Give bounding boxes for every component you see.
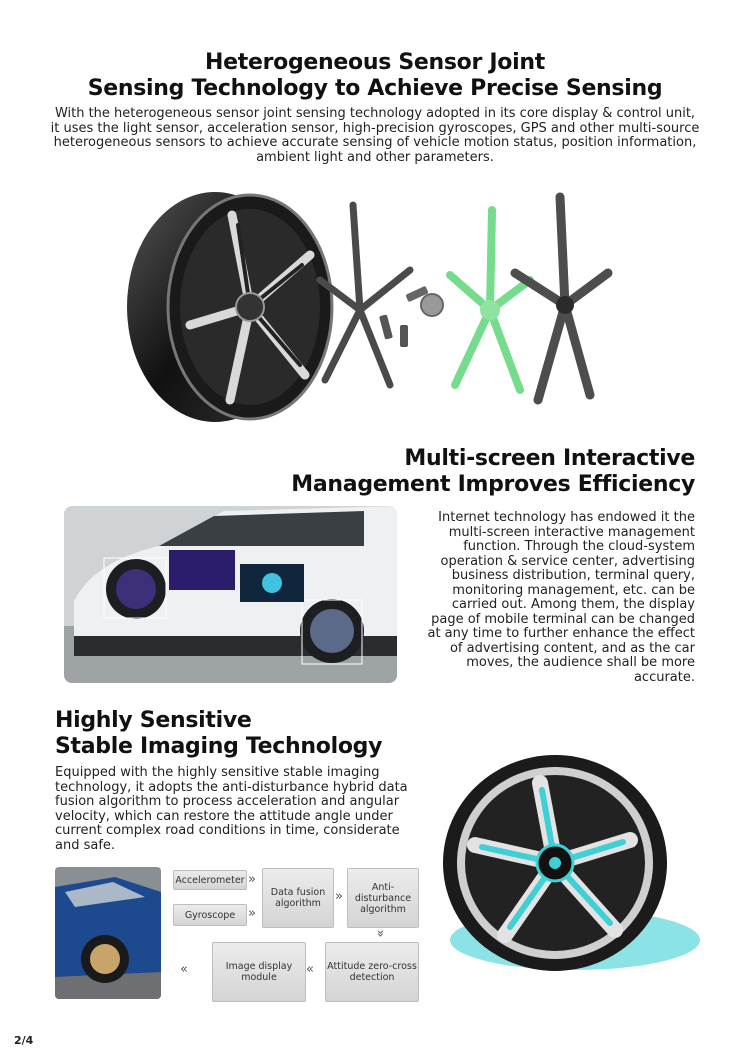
cyan-wheel-image (440, 755, 710, 980)
arrow-right-icon: » (248, 906, 256, 921)
section1-text: With the heterogeneous sensor joint sensing technology adopted in its core display & control unit, it uses the light sensor, acceleration sensor, high-precision gyroscopes, GPS and other multi-source heterogeneous sensors to achieve accurate sensing of vehicle motion status, position information, ambient light and other parameters. (50, 106, 700, 165)
section1-title-line2: Sensing Technology to Achieve Precise Sensing (87, 76, 663, 101)
attitude-detection-box: Attitude zero-cross detection (325, 942, 419, 1002)
arrow-left-icon: « (306, 962, 314, 977)
data-fusion-box: Data fusion algorithm (262, 868, 334, 928)
section3-title-line1: Highly Sensitive (55, 708, 252, 733)
page-number: 2/4 (14, 1034, 34, 1047)
section2-title (270, 446, 695, 498)
section3-text: Equipped with the highly sensitive stable imaging technology, it adopts the anti-disturbance hybrid data fusion algorithm to process acceleration and angular velocity, which can restore the attitude angle under current complex road conditions in time, considerate and safe. (55, 765, 408, 853)
suv-photo (55, 867, 161, 999)
section2-text: Internet technology has endowed it the multi-screen interactive management function. Through the cloud-system operation & service center, advertising business distribution, terminal query, monitoring management, etc. can be carried out. Among them, the display page of mobile terminal can be changed at any time to further enhance the effect of advertising content, and as the car moves, the audience shall be more accurate. (427, 510, 695, 685)
arrow-left-icon: « (180, 962, 188, 977)
section1-title-line1: Heterogeneous Sensor Joint (205, 50, 545, 75)
arrow-right-icon: » (248, 872, 256, 887)
section3-title-line2: Stable Imaging Technology (55, 734, 383, 759)
anti-disturbance-box: Anti-disturbance algorithm (347, 868, 419, 928)
image-display-box: Image display module (212, 942, 306, 1002)
car-with-screens-photo (64, 506, 397, 683)
section1-title (0, 50, 750, 102)
section2-title-line2: Management Improves Efficiency (291, 472, 695, 497)
section2-title-line1: Multi-screen Interactive (404, 446, 695, 471)
arrow-down-icon: » (372, 929, 388, 938)
section3-title (55, 708, 435, 760)
arrow-right-icon: » (335, 889, 343, 904)
gyroscope-box: Gyroscope (173, 904, 247, 926)
accelerometer-box: Accelerometer (173, 870, 247, 890)
exploded-wheel-image (120, 185, 630, 430)
